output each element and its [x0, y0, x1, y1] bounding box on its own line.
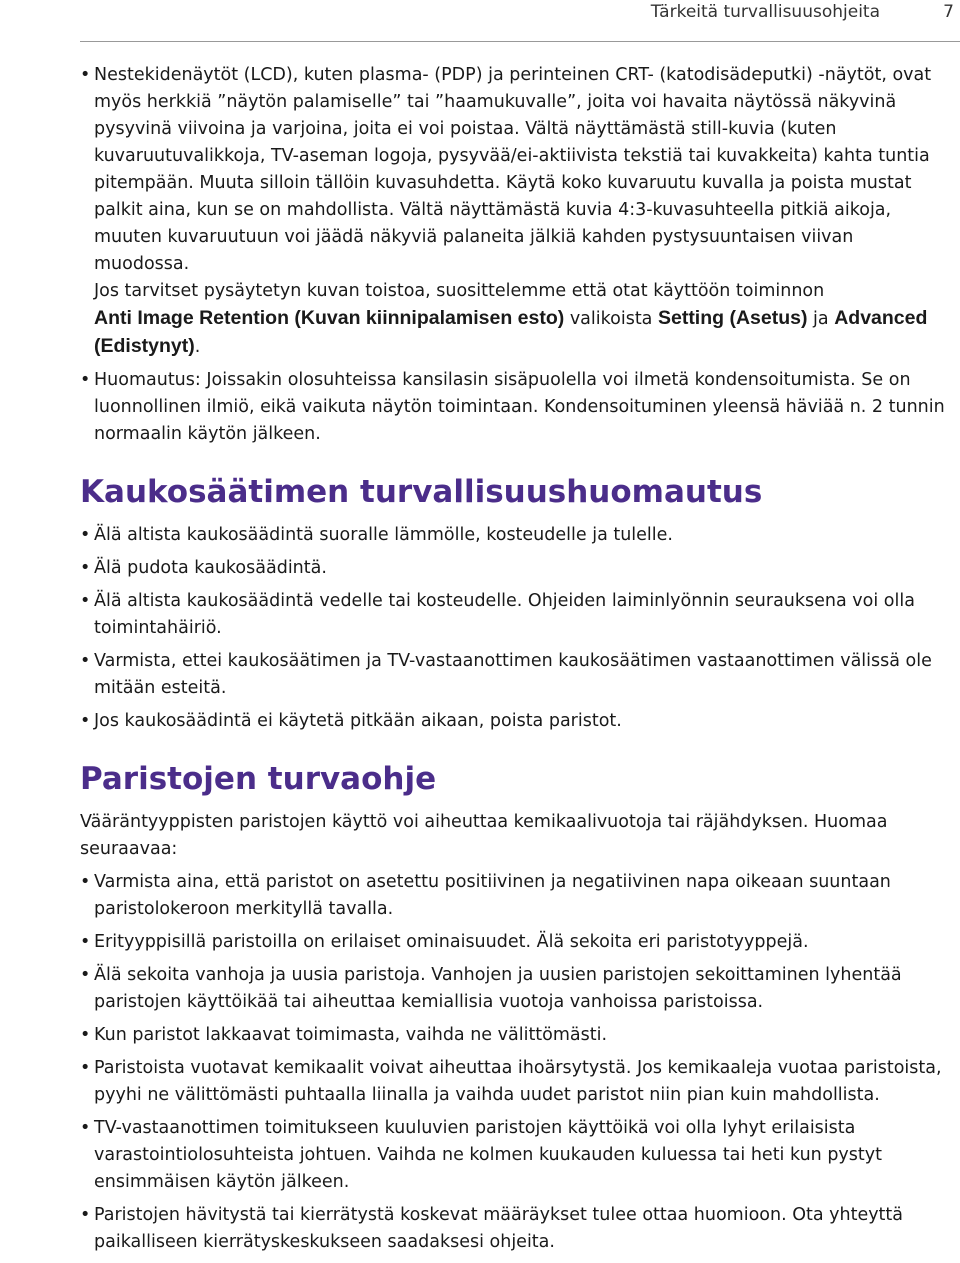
paragraph-text: . [194, 337, 201, 357]
list-item [80, 367, 952, 448]
list-item [80, 62, 952, 361]
paragraph-text: valikoista [564, 309, 658, 329]
list-item: • Erityyppisillä paristoilla on erilaiset ominaisuudet. Älä sekoita eri paristotyyppejä. [80, 929, 952, 956]
page-content [80, 62, 952, 1256]
list-item: • Älä pudota kaukosäädintä. [80, 555, 952, 582]
paragraph-text: Nestekidenäytöt (LCD), kuten plasma- (PDP) ja perinteinen CRT- (katodisädeputki) -näytöt, ovat myös herkkiä ”näytön palamiselle” tai ”haamukuvalle”, joita voi havaita näytössä näkyvinä pysyvinä viivoina ja varjoina, joita ei voi poistaa. Vältä näyttämästä still-kuvia (kuten kuvaruutuvalikkoja, TV-aseman logoja, pysyvää/ei-aktiivista tekstiä tai kuvakkeita) kahta tuntia pitempään. Muuta silloin tällöin kuvasuhdetta. Käytä koko kuvaruutu kuvalla ja poista mustat palkit aina, kun se on mahdollista. Vältä näyttämästä kuvia 4:3-kuvasuhteella pitkiä aikoja, muuten kuvaruutuun voi jäädä näkyviä palaneita jälkiä kahden pystysuuntaisen viivan muodossa. [94, 65, 932, 274]
list-item: • Varmista aina, että paristot on asetettu positiivinen ja negatiivinen napa oikeaan suuntaan paristolokeroon merkityllä tavalla. [80, 869, 952, 923]
list-item: • Paristojen hävitystä tai kierrätystä koskevat määräykset tulee ottaa huomioon. Ota yhteyttä paikalliseen kierrätyskeskukseen saadaksesi ohjeita. [80, 1202, 952, 1256]
paragraph-text: Huomautus: Joissakin olosuhteissa kansilasin sisäpuolella voi ilmetä kondensoitumista. Se on luonnollinen ilmiö, eikä vaikuta näytön toimintaan. Kondensoituminen yleensä häviää n. 2 tunnin normaalin käytön jälkeen. [94, 370, 945, 444]
section-heading: Kaukosäätimen turvallisuushuomautus [80, 474, 763, 510]
list-item: • Paristoista vuotavat kemikaalit voivat aiheuttaa ihoärsytystä. Jos kemikaaleja vuotaa paristoista, pyyhi ne välittömästi puhtaalla liinalla ja vaihda uudet paristot niin pian kuin mahdollista. [80, 1055, 952, 1109]
menu-reference: Advanced (Edistynyt) [94, 307, 928, 357]
intro-paragraph: Vääräntyyppisten paristojen käyttö voi aiheuttaa kemikaalivuotoja tai räjähdyksen. Huomaa seuraavaa: [80, 812, 888, 859]
section-heading: Paristojen turvaohje [80, 761, 437, 797]
list-item: • Kun paristot lakkaavat toimimasta, vaihda ne välittömästi. [80, 1022, 952, 1049]
list-item: • Varmista, ettei kaukosäätimen ja TV-vastaanottimen kaukosäätimen vastaanottimen välissä ole mitään esteitä. [80, 648, 952, 702]
header-divider [80, 41, 960, 42]
list-item: • Älä altista kaukosäädintä suoralle lämmölle, kosteudelle ja tulelle. [80, 522, 952, 549]
list-item: • TV-vastaanottimen toimitukseen kuuluvien paristojen käyttöikä voi olla lyhyt erilaisista varastointiolosuhteista johtuen. Vaihda ne kolmen kuukauden kuluessa tai heti kun pystyt ensimmäisen käytön jälkeen. [80, 1115, 952, 1196]
paragraph-text: Jos tarvitset pysäytetyn kuvan toistoa, suosittelemme että otat käyttöön toiminnon [94, 281, 825, 301]
list-item: • Älä sekoita vanhoja ja uusia paristoja. Vanhojen ja uusien paristojen sekoittaminen lyhentää paristojen käyttöikää tai aiheuttaa kemiallisia vuotoja vanhoissa paristoissa. [80, 962, 952, 1016]
menu-reference: Anti Image Retention (Kuvan kiinnipalamisen esto) [94, 307, 565, 329]
header-title: Tärkeitä turvallisuusohjeita [650, 2, 880, 22]
page-header [0, 0, 960, 42]
list-item: • Jos kaukosäädintä ei käytetä pitkään aikaan, poista paristot. [80, 708, 952, 735]
list-item: • Älä altista kaukosäädintä vedelle tai kosteudelle. Ohjeiden laiminlyönnin seurauksena voi olla toimintahäiriö. [80, 588, 952, 642]
paragraph-text: ja [807, 309, 835, 329]
menu-reference: Setting (Asetus) [657, 307, 808, 329]
page-number: 7 [943, 2, 954, 22]
